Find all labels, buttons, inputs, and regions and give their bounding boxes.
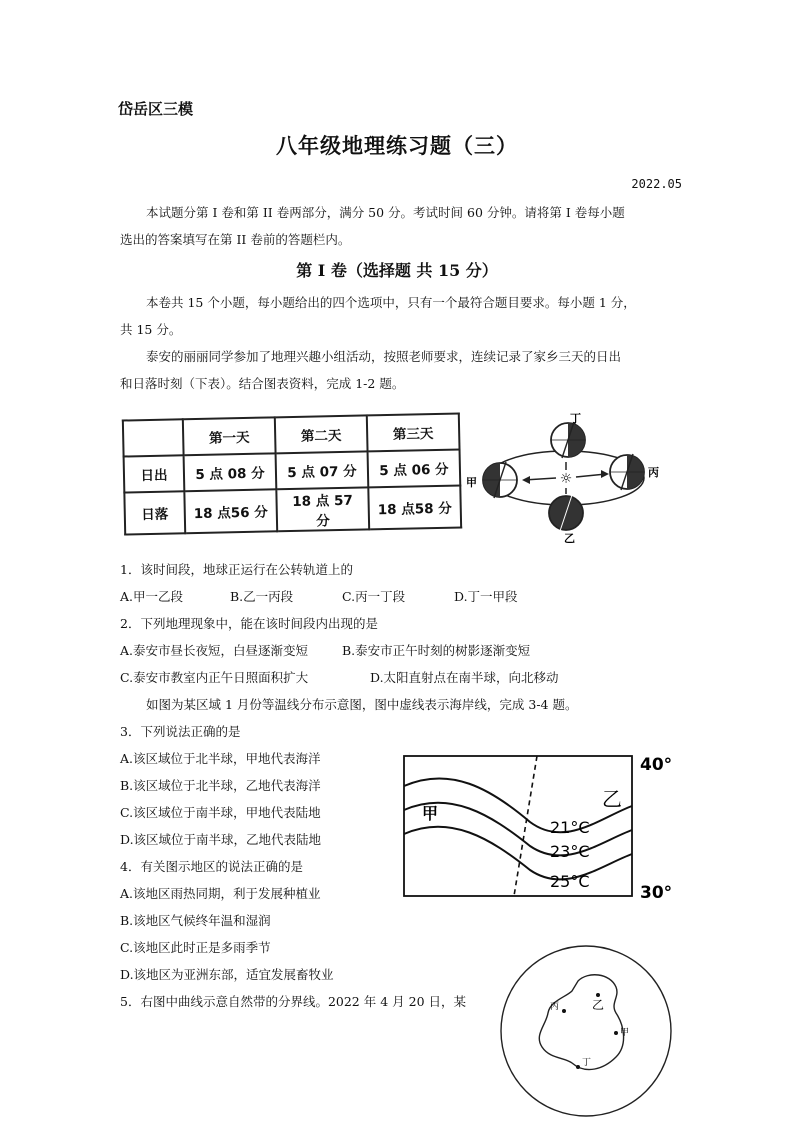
option-a: A.甲一乙段 <box>120 589 184 604</box>
map-intro: 如图为某区域 1 月份等温线分布示意图，图中虚线表示海岸线，完成 3-4 题。 <box>146 697 578 712</box>
option-a: A.该区域位于北半球，甲地代表海洋 <box>120 751 321 766</box>
table-row <box>124 485 461 534</box>
island-label-ding: 丁 <box>582 1058 592 1068</box>
story-line-2: 和日落时刻（下表）。结合图表资料，完成 1-2 题。 <box>120 376 405 391</box>
orbit-label-yi: 乙 <box>564 532 575 545</box>
question-stem: 2．下列地理现象中，能在该时间段内出现的是 <box>120 616 378 631</box>
option-b: B.乙一丙段 <box>230 589 294 604</box>
question-4 <box>120 853 334 988</box>
latitude-40: 40° <box>640 755 673 775</box>
question-1 <box>120 556 518 610</box>
option-c: C.该区域位于南半球，甲地代表陆地 <box>120 805 321 820</box>
sun-icon: ☼ <box>559 471 573 487</box>
table-corner-cell <box>123 419 184 456</box>
question-options <box>120 664 559 691</box>
table-row-label: 日落 <box>124 491 185 534</box>
table-cell: 5 点 08 分 <box>184 453 277 491</box>
orbit-label-bing: 丙 <box>648 466 659 479</box>
question-options <box>120 637 559 664</box>
earth-position-yi <box>549 495 583 531</box>
latitude-30: 30° <box>640 883 673 903</box>
option-b: B.该区域位于北半球，乙地代表海洋 <box>120 778 321 793</box>
island-label-jia: 甲 <box>620 1028 630 1038</box>
orbit-label-ding: 丁 <box>570 412 581 425</box>
section-desc-line-2: 共 15 分。 <box>120 322 182 337</box>
question-stem: 3．下列说法正确的是 <box>120 724 241 739</box>
table-cell: 5 点 06 分 <box>368 449 461 487</box>
school-name: 岱岳区三模 <box>118 100 194 118</box>
section-desc-line-1: 本卷共 15 个小题，每小题给出的四个选项中，只有一个最符合题目要求。每小题 1 分， <box>146 295 636 310</box>
table-row-label: 日出 <box>124 455 185 492</box>
table-header-cell: 第三天 <box>367 413 460 451</box>
earth-orbit-diagram <box>462 410 672 545</box>
question-stem: 4．有关图示地区的说法正确的是 <box>120 859 303 874</box>
map-label-jia: 甲 <box>422 804 439 823</box>
earth-position-jia <box>483 462 517 498</box>
exam-instructions <box>120 199 680 253</box>
island-label-bing: 丙 <box>550 1002 560 1012</box>
table-header-cell: 第一天 <box>183 417 276 455</box>
section-title: 第 I 卷（选择题 共 15 分） <box>296 261 498 280</box>
table-cell: 5 点 07 分 <box>276 451 369 489</box>
exam-title: 八年级地理练习题（三） <box>276 133 518 158</box>
natural-zone-map <box>492 935 682 1119</box>
isotherm-label-25: 25°C <box>550 872 590 891</box>
isotherm-label-23: 23°C <box>550 842 590 861</box>
question-stem: 5．右图中曲线示意自然带的分界线。2022 年 4 月 20 日，某 <box>120 994 466 1009</box>
instruction-line-2: 选出的答案填写在第 II 卷前的答题栏内。 <box>120 232 351 247</box>
sunrise-sunset-table <box>122 412 462 535</box>
instruction-line-1: 本试题分第 I 卷和第 II 卷两部分，满分 50 分。考试时间 60 分钟。请将第 I 卷每小题 <box>146 205 625 220</box>
story-line-1: 泰安的丽丽同学参加了地理兴趣小组活动，按照老师要求，连续记录了家乡三天的日出 <box>146 349 622 364</box>
question-5 <box>120 988 466 1015</box>
orbit-label-jia: 甲 <box>466 476 477 489</box>
option-d: D.丁一甲段 <box>454 589 518 604</box>
option-b: B.泰安市正午时刻的树影逐渐变短 <box>342 643 531 658</box>
isotherm-map <box>400 748 680 908</box>
story-paragraph <box>120 343 680 397</box>
option-d: D.太阳直射点在南半球，向北移动 <box>370 670 559 685</box>
option-d: D.该区域位于南半球，乙地代表陆地 <box>120 832 322 847</box>
option-d: D.该地区为亚洲东部，适宜发展畜牧业 <box>120 967 334 982</box>
option-c: C.该地区此时正是多雨季节 <box>120 940 271 955</box>
question-2 <box>120 610 559 691</box>
exam-date: 2022.05 <box>631 177 682 191</box>
option-a: A.该地区雨热同期，利于发展种植业 <box>120 886 321 901</box>
question-stem: 1．该时间段，地球正运行在公转轨道上的 <box>120 562 353 577</box>
section-description <box>120 289 680 343</box>
table-cell: 18 点 57 分 <box>276 487 369 531</box>
earth-position-ding <box>551 422 585 458</box>
table-header-cell: 第二天 <box>275 415 368 453</box>
option-b: B.该地区气候终年温和湿润 <box>120 913 271 928</box>
question-options <box>120 583 518 610</box>
table-cell: 18 点58 分 <box>368 485 461 529</box>
question-3 <box>120 718 321 853</box>
option-a: A.泰安市昼长夜短，白昼逐渐变短 <box>120 643 309 658</box>
map-label-yi: 乙 <box>602 787 622 811</box>
option-c: C.泰安市教室内正午日照面积扩大 <box>120 670 309 685</box>
isotherm-label-21: 21°C <box>550 818 590 837</box>
table-cell: 18 点56 分 <box>184 489 277 533</box>
option-c: C.丙一丁段 <box>342 589 406 604</box>
island-label-yi: 乙 <box>592 998 605 1012</box>
earth-position-bing <box>610 454 644 490</box>
